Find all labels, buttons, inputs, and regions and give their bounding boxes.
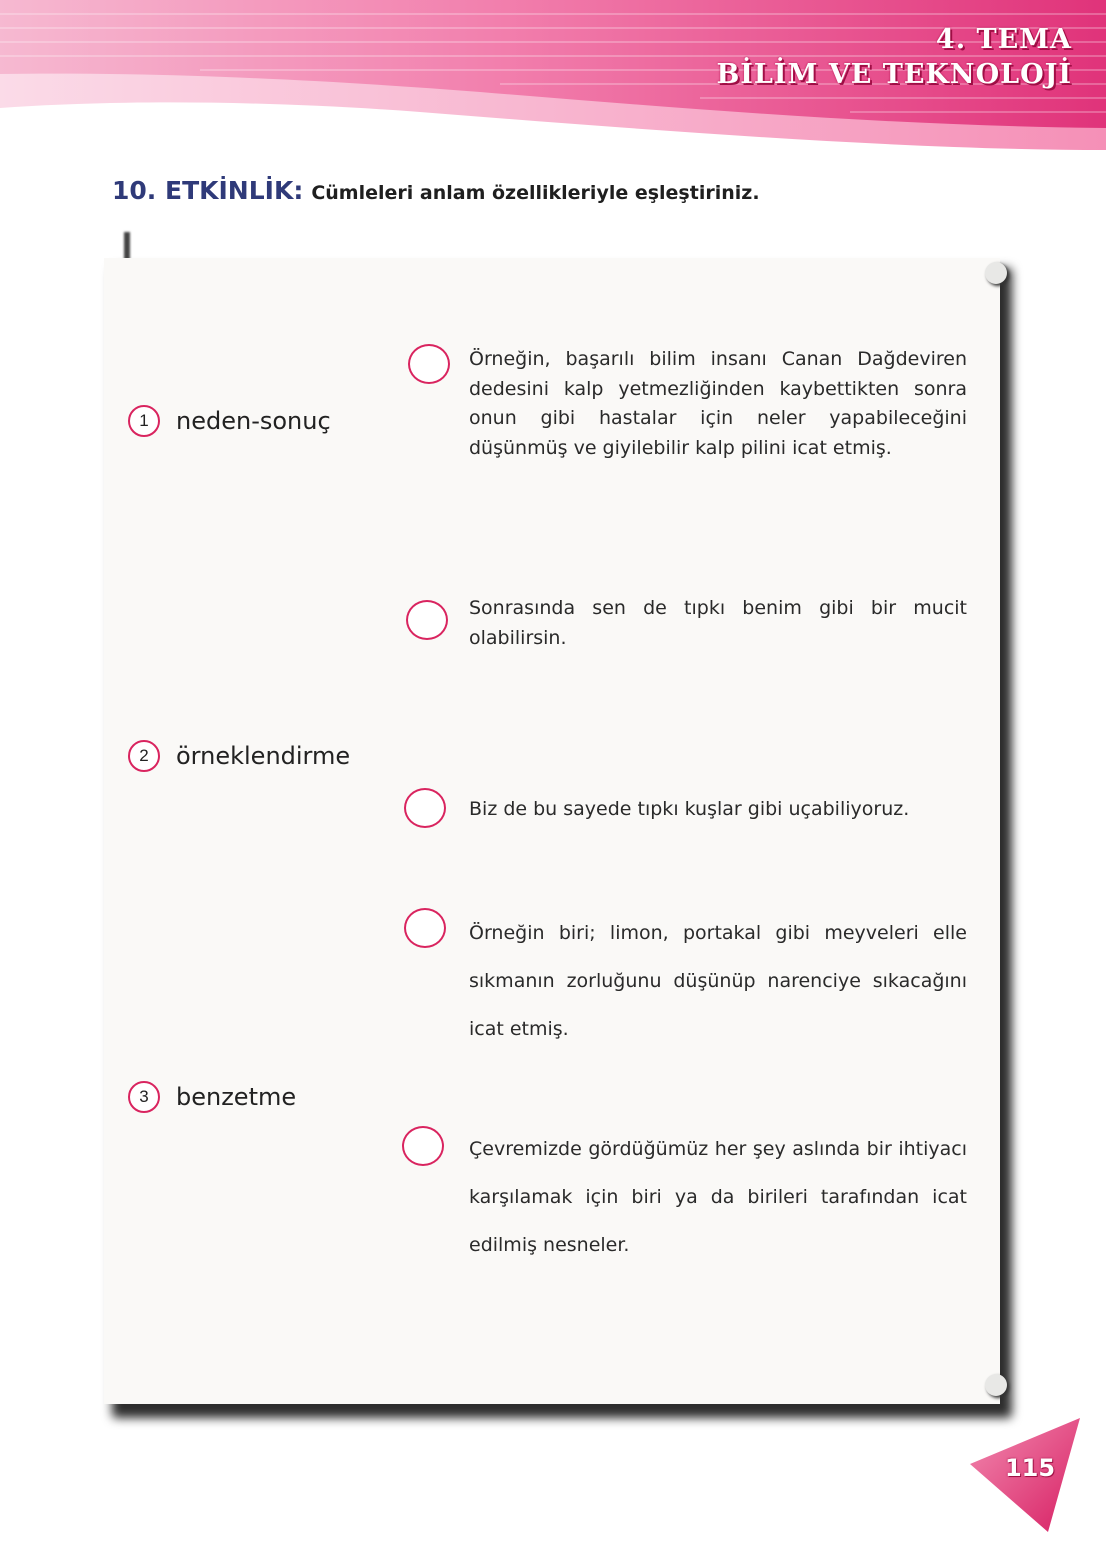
sentence-text: Sonrasında sen de tıpkı benim gibi bir mucit olabilirsin. — [469, 597, 967, 649]
feature-item — [128, 736, 350, 776]
activity-number: 10. ETKİNLİK: — [112, 176, 304, 205]
feature-item — [128, 1077, 296, 1117]
answer-circle[interactable] — [406, 600, 448, 640]
theme-banner — [0, 0, 1106, 175]
page-number: 115 — [1004, 1454, 1056, 1482]
feature-label: benzetme — [176, 1083, 297, 1111]
feature-label: neden-sonuç — [176, 407, 331, 435]
sentence-text: Biz de bu sayede tıpkı kuşlar gibi uçabiliyoruz. — [469, 798, 910, 820]
answer-circle[interactable] — [402, 1126, 444, 1166]
answer-circle[interactable] — [408, 344, 450, 384]
feature-item — [128, 401, 331, 441]
paper-curl-top — [985, 262, 1007, 284]
sentence-text: Örneğin biri; limon, portakal gibi meyveleri elle sıkmanın zorluğunu düşünüp narenciye sıkacağını icat etmiş. — [469, 922, 967, 1040]
activity-instruction: Cümleleri anlam özellikleriyle eşleştiriniz. — [311, 182, 760, 204]
answer-circle[interactable] — [404, 788, 446, 828]
theme-name: BİLİM VE TEKNOLOJİ — [716, 59, 1072, 90]
feature-number-badge: 1 — [128, 405, 160, 437]
sentence-text: Örneğin, başarılı bilim insanı Canan Dağdeviren dedesini kalp yetmezliğinden kaybettikten sonra onun gibi hastalar için neler yapabileceğini düşünmüş ve giyilebilir kalp pilini icat etmiş. — [469, 348, 967, 459]
sentence-text: Çevremizde gördüğümüz her şey aslında bir ihtiyacı karşılamak için biri ya da birileri tarafından icat edilmiş nesneler. — [469, 1138, 967, 1256]
feature-number-badge: 3 — [128, 1081, 160, 1113]
feature-number-badge: 2 — [128, 740, 160, 772]
theme-number: 4. TEMA — [935, 24, 1072, 55]
activity-title — [112, 176, 760, 205]
answer-circle[interactable] — [404, 908, 446, 948]
paper-curl-bottom — [985, 1374, 1007, 1396]
theme-label — [716, 22, 1072, 92]
feature-label: örneklendirme — [176, 742, 351, 770]
paper-edge-mark — [124, 232, 130, 260]
